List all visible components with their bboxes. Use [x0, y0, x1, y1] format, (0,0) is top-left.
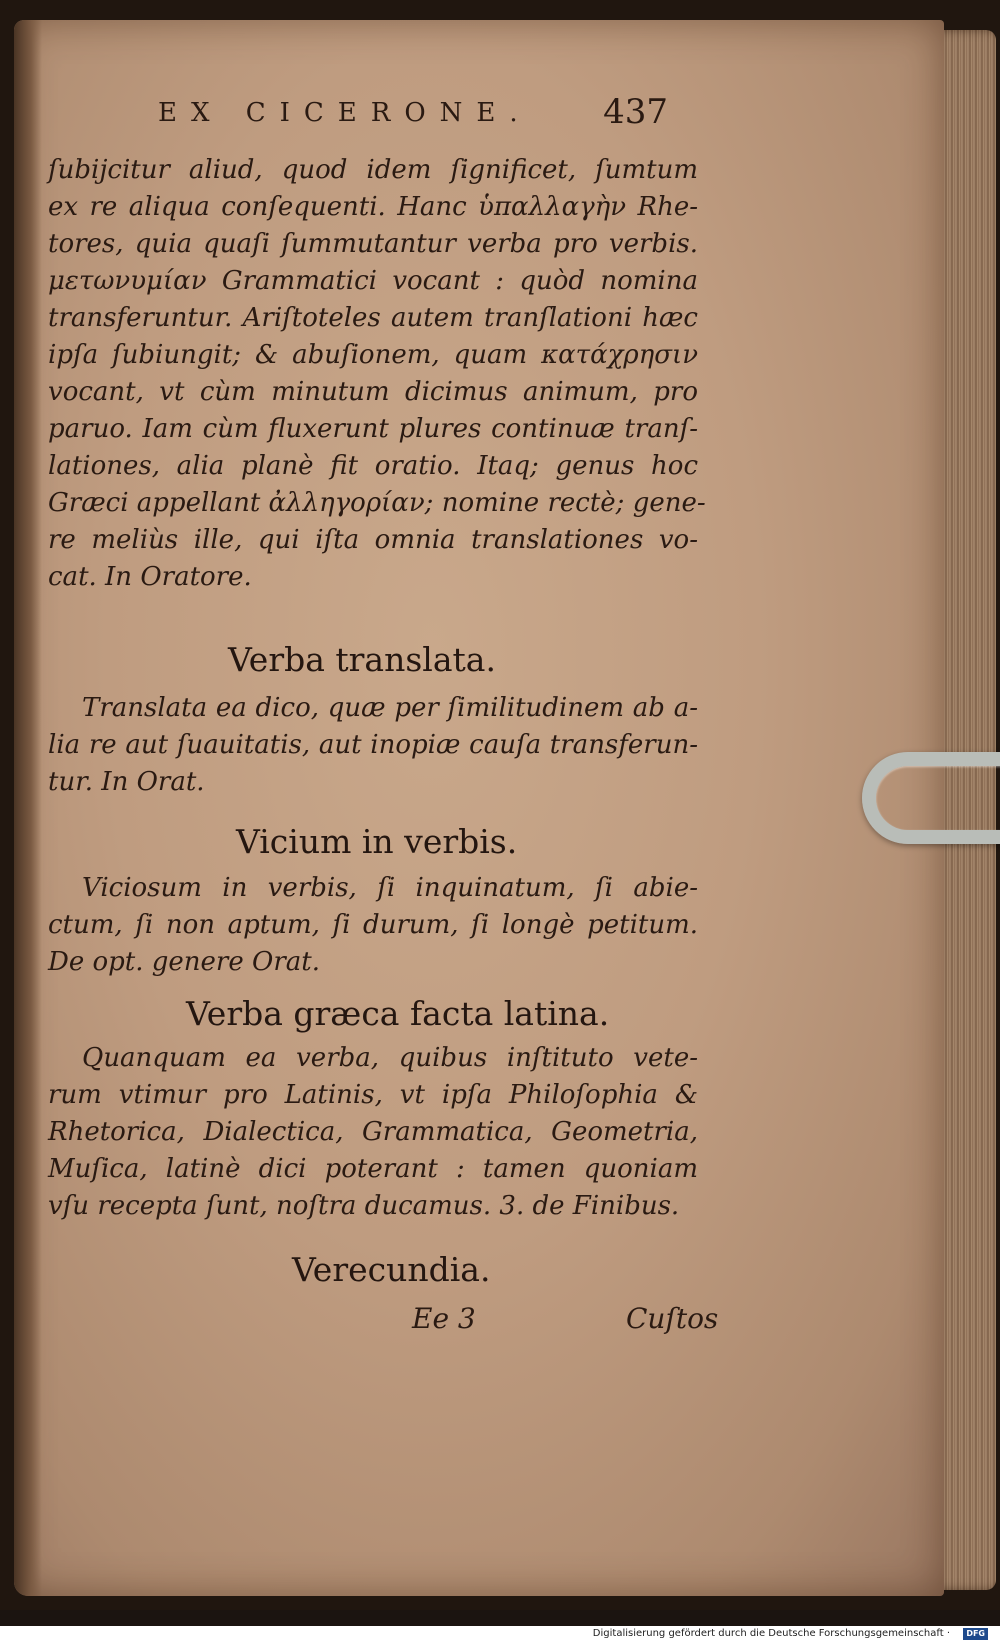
- text-line: vocant, vt cùm minutum dicimus animum, pro: [48, 377, 698, 407]
- text-line: lationes, alia planè fit oratio. Itaq; genus hoc: [48, 451, 698, 481]
- text-line: μετωνυμίαν Grammatici vocant : quòd nomina: [48, 266, 698, 296]
- section-heading: Verecundia.: [292, 1250, 491, 1289]
- page-number: 437: [603, 92, 668, 132]
- text-line: ipſa ſubiungit; & abuſionem, quam κατάχρησιν: [48, 340, 698, 370]
- text-line: cat. In Oratore.: [48, 562, 252, 592]
- text-line: De opt. genere Orat.: [48, 947, 320, 977]
- text-line: Viciosum in verbis, ſi inquinatum, ſi abie-: [82, 873, 698, 903]
- paragraph-2: [48, 690, 698, 801]
- text-line: lia re aut ſuauitatis, aut inopiæ cauſa transferun-: [48, 730, 698, 760]
- text-line: rum vtimur pro Latinis, vt ipſa Philoſophia &: [48, 1080, 698, 1110]
- page-gutter-shadow: [14, 20, 42, 1596]
- text-line: Muſica, latinè dici poterant : tamen quoniam: [48, 1154, 698, 1184]
- text-line: re meliùs ille, qui iſta omnia translationes vo-: [48, 525, 698, 555]
- page-header: [158, 92, 668, 138]
- text-line: paruo. Iam cùm fluxerunt plures continuæ tranſ-: [48, 414, 698, 444]
- text-line: ctum, ſi non aptum, ſi durum, ſi longè petitum.: [48, 910, 698, 940]
- dfg-logo: DFG: [963, 1628, 988, 1640]
- text-line: vſu recepta ſunt, noſtra ducamus. 3. de Finibus.: [48, 1191, 680, 1221]
- page-clip: [862, 752, 1000, 844]
- section-heading: Verba translata.: [228, 640, 496, 679]
- signature-mark: Ee 3: [412, 1302, 476, 1335]
- text-line: tur. In Orat.: [48, 767, 205, 797]
- paragraph-3: [48, 870, 698, 981]
- running-head: EX CICERONE.: [158, 98, 532, 128]
- section-heading: Verba græca facta latina.: [186, 994, 610, 1033]
- paragraph-4: [48, 1040, 698, 1225]
- text-line: Quanquam ea verba, quibus inſtituto vete-: [82, 1043, 698, 1073]
- text-line: Rhetorica, Dialectica, Grammatica, Geometria,: [48, 1117, 698, 1147]
- text-line: ex re aliqua conſequenti. Hanc ὑπαλλαγὴν Rhe-: [48, 192, 698, 222]
- digitization-credit: Digitalisierung gefördert durch die Deutsche Forschungsgemeinschaft ·: [592, 1628, 950, 1639]
- catchword: Cuſtos: [626, 1302, 719, 1335]
- paragraph-1: [48, 152, 706, 596]
- text-line: transferuntur. Ariſtoteles autem tranſlationi hæc: [48, 303, 698, 333]
- text-line: Græci appellant ἀλληγορίαν; nomine rectè; gene-: [48, 488, 706, 518]
- text-line: tores, quia quaſi ſummutantur verba pro verbis.: [48, 229, 698, 259]
- text-line: ſubijcitur aliud, quod idem ſignificet, ſumtum: [48, 155, 698, 185]
- section-heading: Vicium in verbis.: [236, 822, 518, 861]
- text-line: Translata ea dico, quæ per ſimilitudinem ab a-: [82, 693, 698, 723]
